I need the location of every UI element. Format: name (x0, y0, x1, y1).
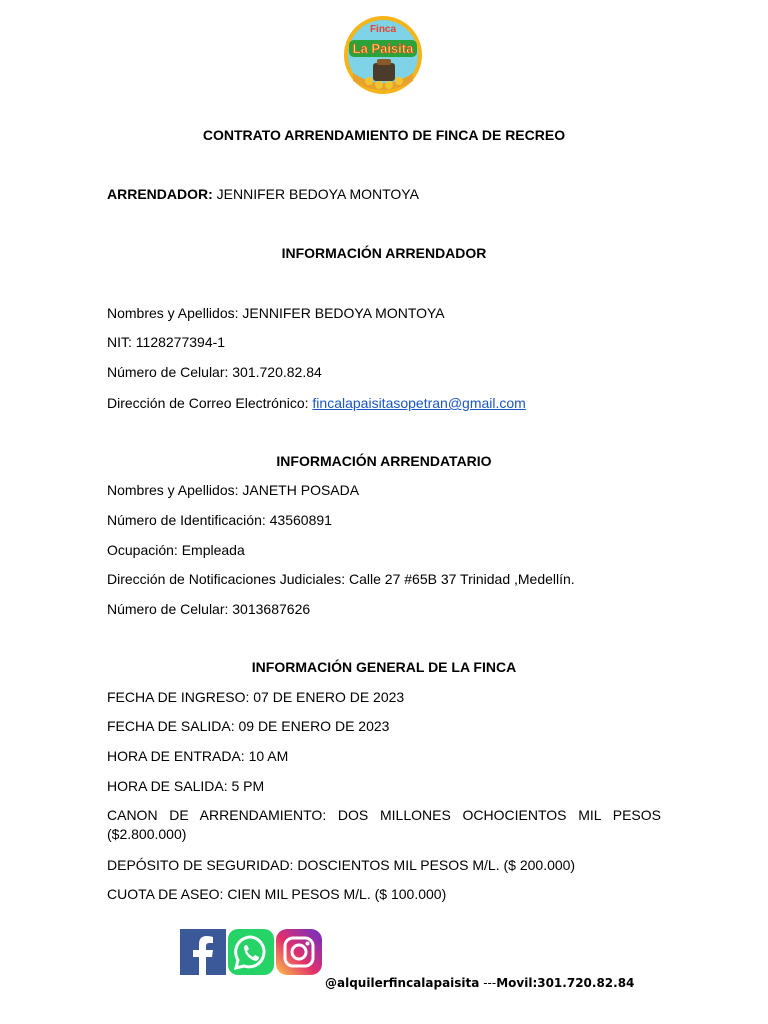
footer-movil: Movil:301.720.82.84 (496, 976, 635, 990)
arrendador-value: JENNIFER BEDOYA MONTOYA (212, 186, 419, 202)
heading-informacion-arrendatario: INFORMACIÓN ARRENDATARIO (276, 453, 492, 469)
hora-entrada: HORA DE ENTRADA: 10 AM (107, 748, 289, 764)
svg-text:Finca: Finca (369, 24, 397, 35)
arrendatario-nombres: Nombres y Apellidos: JANETH POSADA (107, 482, 360, 498)
facebook-icon[interactable] (180, 929, 226, 975)
cuota-aseo: CUOTA DE ASEO: CIEN MIL PESOS M/L. ($ 100.000) (107, 886, 447, 902)
hora-salida: HORA DE SALIDA: 5 PM (107, 778, 265, 794)
fecha-salida: FECHA DE SALIDA: 09 DE ENERO DE 2023 (107, 718, 390, 734)
email-link[interactable]: fincalapaisitasopetran@gmail.com (312, 395, 526, 411)
fecha-ingreso: FECHA DE INGRESO: 07 DE ENERO DE 2023 (107, 689, 405, 705)
svg-text:La Paisita: La Paisita (352, 41, 414, 56)
arrendador-nit: NIT: 1128277394-1 (107, 334, 226, 350)
arrendatario-identificacion: Número de Identificación: 43560891 (107, 512, 332, 528)
finca-la-paisita-logo (343, 15, 423, 95)
heading-informacion-finca: INFORMACIÓN GENERAL DE LA FINCA (251, 659, 517, 675)
arrendador-celular: Número de Celular: 301.720.82.84 (107, 364, 322, 380)
canon-arrendamiento: CANON DE ARRENDAMIENTO: DOS MILLONES OCHOCIENTOS MIL PESOS ($2.800.000) (107, 807, 661, 842)
arrendador-correo-line (107, 394, 526, 412)
arrendador-nombres: Nombres y Apellidos: JENNIFER BEDOYA MONTOYA (107, 305, 445, 321)
social-handle: @alquilerfincalapaisita (325, 976, 480, 990)
arrendatario-direccion: Dirección de Notificaciones Judiciales: Calle 27 #65B 37 Trinidad ,Medellín. (107, 571, 575, 587)
arrendador-label: ARRENDADOR: (107, 186, 213, 202)
footer-separator: --- (479, 976, 497, 990)
arrendatario-celular: Número de Celular: 3013687626 (107, 601, 311, 617)
heading-informacion-arrendador: INFORMACIÓN ARRENDADOR (281, 245, 487, 261)
instagram-icon[interactable] (276, 929, 322, 975)
arrendador-line (107, 185, 419, 203)
footer-contact (325, 976, 634, 990)
arrendatario-ocupacion: Ocupación: Empleada (107, 542, 245, 558)
deposito-seguridad: DEPÓSITO DE SEGURIDAD: DOSCIENTOS MIL PESOS M/L. ($ 200.000) (107, 857, 576, 873)
correo-label: Dirección de Correo Electrónico: (107, 395, 313, 411)
document-title: CONTRATO ARRENDAMIENTO DE FINCA DE RECREO (202, 127, 566, 143)
whatsapp-icon[interactable] (228, 929, 274, 975)
